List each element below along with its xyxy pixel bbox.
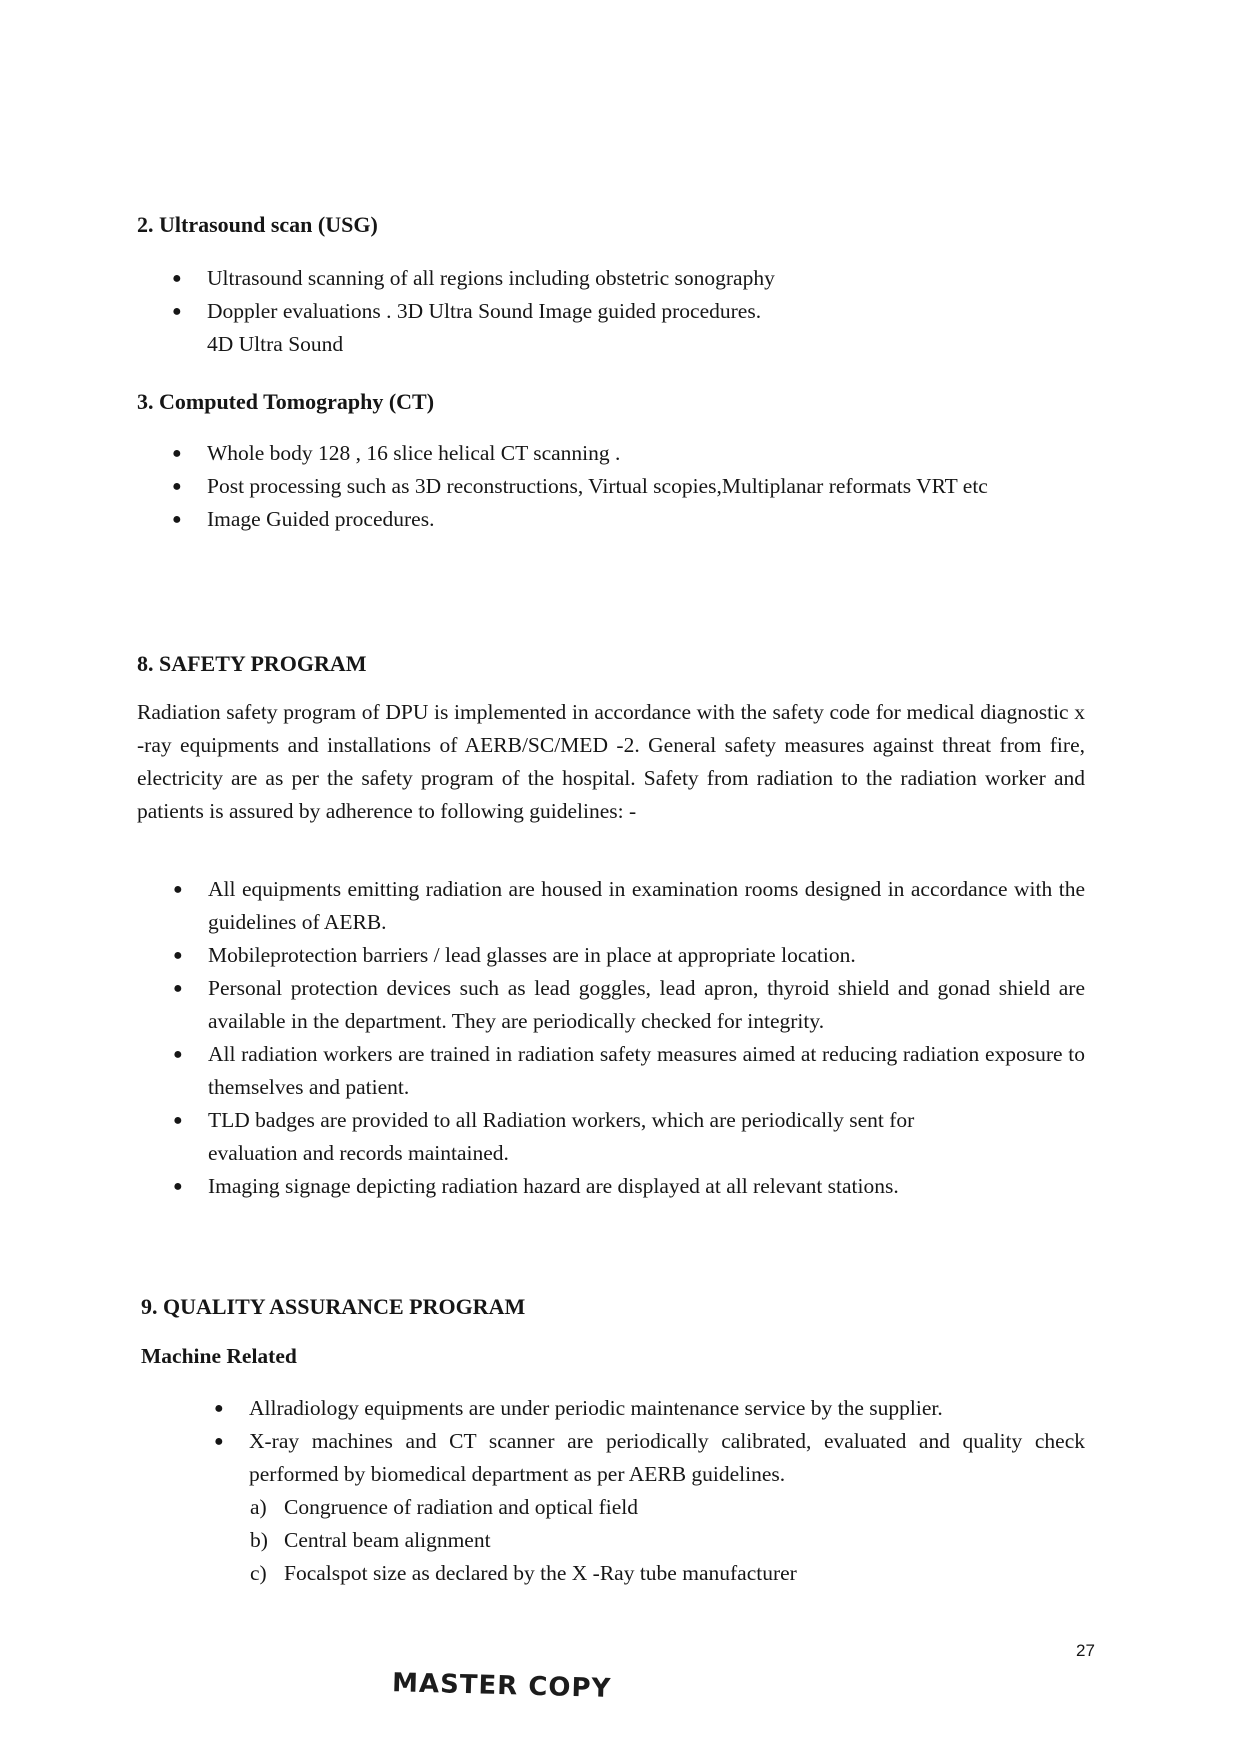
list-marker: a) <box>250 1495 267 1519</box>
qa-subheading: Machine Related <box>141 1344 297 1368</box>
bullet-icon: ● <box>214 1433 224 1450</box>
list-item-text: All equipments emitting radiation are housed in examination rooms designed in accordance with the guidelines of AERB. <box>208 877 1085 934</box>
list-item-text: Image Guided procedures. <box>207 507 435 531</box>
list-item-text: TLD badges are provided to all Radiation workers, which are periodically sent for evaluation and records maintained. <box>208 1108 915 1165</box>
list-item-text: Focalspot size as declared by the X -Ray tube manufacturer <box>284 1561 797 1585</box>
list-item <box>172 262 952 295</box>
page-number: 27 <box>1076 1641 1095 1660</box>
list-item-text: Central beam alignment <box>284 1528 491 1552</box>
ct-heading: 3. Computed Tomography (CT) <box>137 389 435 414</box>
list-item-text: Doppler evaluations . 3D Ultra Sound Image guided procedures. 4D Ultra Sound <box>207 299 762 356</box>
list-item <box>172 470 1082 503</box>
list-item <box>173 1170 1085 1203</box>
bullet-icon: ● <box>173 881 183 898</box>
bullet-icon: ● <box>173 980 183 997</box>
bullet-icon: ● <box>172 445 182 462</box>
safety-bullet-list <box>173 873 1085 1203</box>
qa-heading: 9. QUALITY ASSURANCE PROGRAM <box>141 1294 526 1319</box>
bullet-icon: ● <box>172 303 182 320</box>
list-item <box>250 1557 1070 1590</box>
list-item-text: Allradiology equipments are under periodic maintenance service by the supplier. <box>249 1396 943 1420</box>
list-item <box>173 1104 1085 1170</box>
list-item <box>173 972 1085 1038</box>
bullet-icon: ● <box>173 1178 183 1195</box>
list-marker: b) <box>250 1528 268 1552</box>
list-item <box>173 1038 1085 1104</box>
usg-heading: 2. Ultrasound scan (USG) <box>137 212 378 237</box>
list-item-text: X-ray machines and CT scanner are periodically calibrated, evaluated and quality check performed by biomedical department as per AERB guidelines. <box>249 1429 1085 1486</box>
list-item <box>172 503 1082 536</box>
list-item-text: Ultrasound scanning of all regions including obstetric sonography <box>207 266 775 290</box>
bullet-icon: ● <box>214 1400 224 1417</box>
list-item-text: Mobileprotection barriers / lead glasses are in place at appropriate location. <box>208 943 856 967</box>
list-marker: c) <box>250 1561 267 1585</box>
bullet-icon: ● <box>173 1112 183 1129</box>
list-item-text: Congruence of radiation and optical field <box>284 1495 639 1519</box>
list-item-text: Post processing such as 3D reconstructions, Virtual scopies,Multiplanar reformats VRT etc <box>207 474 988 498</box>
bullet-icon: ● <box>173 1046 183 1063</box>
safety-heading: 8. SAFETY PROGRAM <box>137 651 367 676</box>
list-item-text: Imaging signage depicting radiation hazard are displayed at all relevant stations. <box>208 1174 899 1198</box>
list-item-text: All radiation workers are trained in radiation safety measures aimed at reducing radiation exposure to themselves and patient. <box>208 1042 1085 1099</box>
list-item <box>173 873 1085 939</box>
bullet-icon: ● <box>172 511 182 528</box>
list-item <box>172 295 952 361</box>
bullet-icon: ● <box>172 478 182 495</box>
list-item <box>250 1524 1070 1557</box>
list-item-text: Whole body 128 , 16 slice helical CT scanning . <box>207 441 621 465</box>
list-item <box>172 437 1082 470</box>
master-copy-stamp: MASTER COPY <box>391 1668 612 1704</box>
list-item <box>173 939 1085 972</box>
list-item <box>214 1425 1085 1491</box>
list-item <box>214 1392 1085 1425</box>
list-item-text: Personal protection devices such as lead goggles, lead apron, thyroid shield and gonad shield are available in the department. They are periodically checked for integrity. <box>208 976 1085 1033</box>
qa-bullet-list <box>214 1392 1085 1491</box>
list-item <box>250 1491 1070 1524</box>
bullet-icon: ● <box>172 270 182 287</box>
ct-bullet-list <box>172 437 1082 536</box>
safety-paragraph: Radiation safety program of DPU is implemented in accordance with the safety code for medical diagnostic x -ray equipments and installations of AERB/SC/MED -2. General safety measures against threat from fire, electricity are as per the safety program of the hospital. Safety from radiation to the radiation worker and patients is assured by adherence to following guidelines: - <box>137 700 1085 823</box>
usg-bullet-list <box>172 262 952 361</box>
bullet-icon: ● <box>173 947 183 964</box>
qa-sub-list <box>250 1491 1070 1590</box>
